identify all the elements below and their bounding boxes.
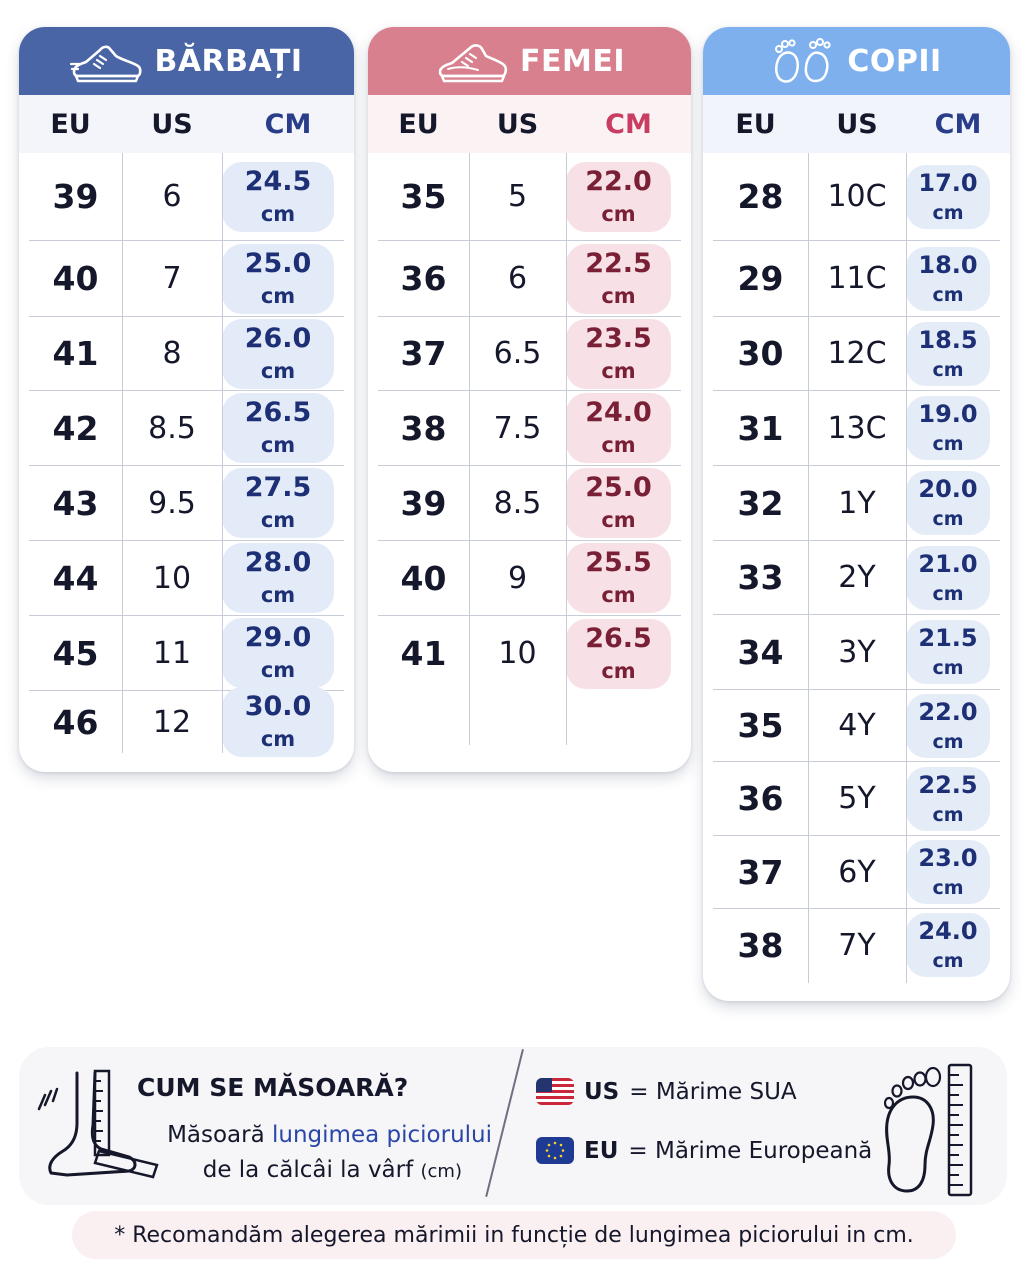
eu-column-header: EU <box>398 108 439 140</box>
cm-size-cell <box>222 468 334 538</box>
line1-text: Măsoară <box>167 1122 273 1148</box>
table-row <box>378 541 681 616</box>
how-to-measure-line2 <box>152 1157 462 1183</box>
us-size-cell: 1Y <box>838 485 876 521</box>
table-row <box>713 690 1000 762</box>
women-header <box>368 27 691 95</box>
eu-size-cell: 39 <box>400 483 447 523</box>
cm-value: 27.5 <box>244 472 312 503</box>
kids-column-headers <box>703 95 1010 153</box>
cm-size-cell <box>566 319 671 389</box>
cm-value: 29.0 <box>244 622 312 653</box>
eu-size-cell: 34 <box>737 632 784 672</box>
cm-size-cell <box>222 319 334 389</box>
us-size-cell: 5Y <box>838 781 876 816</box>
eu-size-cell: 44 <box>52 558 99 598</box>
men-size-table <box>19 153 354 753</box>
eu-size-cell: 46 <box>52 702 99 742</box>
men-size-card <box>19 27 354 772</box>
cm-value-pill <box>566 619 671 689</box>
cm-size-cell <box>906 546 990 610</box>
cm-size-cell <box>906 840 990 904</box>
us-size-cell: 4Y <box>838 708 876 743</box>
table-row <box>29 616 344 691</box>
cm-value-pill <box>906 247 990 311</box>
us-size-cell: 9.5 <box>148 485 196 521</box>
cm-unit: cm <box>601 201 636 226</box>
cm-column-header: CM <box>264 108 312 140</box>
cm-unit: cm <box>601 658 636 683</box>
eu-size-cell: 36 <box>400 259 447 298</box>
us-size-cell: 10C <box>827 179 887 214</box>
eu-column-header: EU <box>50 108 91 140</box>
cm-unit: cm <box>932 358 964 381</box>
us-size-cell: 11C <box>827 261 887 296</box>
table-row <box>378 317 681 391</box>
cm-value-pill <box>222 393 334 463</box>
column-divider <box>566 153 567 745</box>
kids-title: COPII <box>847 43 942 79</box>
table-row <box>29 317 344 391</box>
table-row <box>713 391 1000 466</box>
us-flag-icon <box>536 1078 574 1105</box>
cm-unit: cm <box>601 433 636 457</box>
eu-size-cell: 35 <box>400 177 447 216</box>
eu-size-cell: 32 <box>737 483 784 523</box>
eu-size-cell: 43 <box>52 483 99 523</box>
cm-value-pill <box>566 319 671 389</box>
cm-unit: cm <box>260 201 296 226</box>
men-header <box>19 27 354 95</box>
cm-unit: cm <box>601 283 636 308</box>
table-row <box>378 391 681 466</box>
us-size-cell: 8.5 <box>493 485 542 521</box>
line1-highlight: lungimea piciorului <box>272 1122 492 1148</box>
cm-column-header: CM <box>605 108 652 140</box>
us-column-header: US <box>151 108 193 140</box>
cm-value-pill <box>222 468 334 538</box>
us-size-cell: 8 <box>162 336 182 371</box>
cm-unit: cm <box>260 358 296 383</box>
cm-value: 30.0 <box>244 691 312 722</box>
cm-size-cell <box>566 543 671 613</box>
cm-value-pill <box>222 162 334 232</box>
cm-value: 23.5 <box>585 322 652 354</box>
cm-unit: cm <box>932 730 964 753</box>
us-size-cell: 6.5 <box>493 336 542 371</box>
cm-unit: cm <box>260 658 296 682</box>
cm-size-cell <box>222 162 334 232</box>
eu-flag-icon <box>536 1137 574 1164</box>
cm-value-pill <box>906 322 990 386</box>
cm-value: 22.0 <box>918 697 978 726</box>
eu-size-cell: 36 <box>737 779 784 818</box>
eu-size-cell: 41 <box>52 334 99 373</box>
table-row <box>378 616 681 691</box>
cm-value-pill <box>222 618 334 688</box>
women-title: FEMEI <box>520 43 625 79</box>
cm-value: 24.5 <box>244 165 312 197</box>
cm-column-header: CM <box>934 108 982 140</box>
eu-size-cell: 38 <box>737 925 784 965</box>
cm-value: 23.0 <box>918 844 978 872</box>
us-size-cell: 9 <box>507 560 528 596</box>
sneaker-icon <box>70 36 144 86</box>
men-column-headers <box>19 95 354 153</box>
line2-unit: (cm) <box>420 1161 462 1182</box>
cm-value-pill <box>906 396 990 460</box>
cm-size-cell <box>906 620 990 684</box>
cm-value: 25.0 <box>585 472 652 503</box>
cm-size-cell <box>222 393 334 463</box>
cm-size-cell <box>566 619 671 689</box>
table-row <box>29 391 344 466</box>
cm-size-cell <box>906 322 990 386</box>
table-row <box>29 541 344 616</box>
cm-size-cell <box>222 543 334 613</box>
cm-value-pill <box>906 620 990 684</box>
cm-unit: cm <box>932 283 964 306</box>
cm-value-pill <box>566 162 671 232</box>
cm-unit: cm <box>260 433 296 457</box>
us-size-cell: 5 <box>507 179 528 214</box>
cm-unit: cm <box>932 201 964 224</box>
footprint-ruler-icon <box>879 1061 979 1197</box>
us-size-cell: 10 <box>152 560 192 596</box>
eu-code: EU <box>584 1137 619 1164</box>
table-row <box>713 909 1000 981</box>
cm-size-cell <box>906 471 990 535</box>
column-divider <box>808 153 809 983</box>
cm-value: 20.0 <box>918 475 978 503</box>
kids-size-table <box>703 153 1010 981</box>
cm-value-pill <box>222 543 334 613</box>
table-row <box>713 153 1000 241</box>
cm-value: 21.0 <box>918 549 978 578</box>
cm-value: 19.0 <box>918 400 978 428</box>
eu-size-cell: 37 <box>400 334 447 373</box>
us-size-cell: 11 <box>152 635 192 671</box>
cm-unit: cm <box>932 657 964 679</box>
eu-size-cell: 35 <box>737 706 784 745</box>
us-description: = Mărime SUA <box>629 1078 797 1105</box>
cm-value: 25.0 <box>244 247 312 279</box>
cm-unit: cm <box>260 727 296 751</box>
us-size-cell: 7Y <box>838 927 876 963</box>
eu-size-cell: 38 <box>400 408 447 448</box>
column-divider <box>122 153 123 753</box>
men-title: BĂRBAȚI <box>154 43 303 79</box>
cm-value-pill <box>906 913 990 977</box>
eu-size-cell: 42 <box>52 408 99 448</box>
table-row <box>378 241 681 317</box>
cm-size-cell <box>906 165 990 229</box>
cm-unit: cm <box>260 583 296 607</box>
us-size-cell: 13C <box>827 410 887 446</box>
cm-value: 28.0 <box>244 547 312 578</box>
cm-unit: cm <box>601 583 636 607</box>
eu-size-cell: 29 <box>737 259 784 298</box>
table-row <box>713 317 1000 391</box>
cm-value-pill <box>222 244 334 314</box>
table-row <box>378 466 681 541</box>
us-size-cell: 2Y <box>838 560 876 595</box>
column-divider <box>906 153 907 983</box>
eu-size-cell: 40 <box>52 259 99 298</box>
kids-size-card <box>703 27 1010 1001</box>
cm-size-cell <box>222 618 334 688</box>
eu-size-cell: 41 <box>400 634 447 673</box>
cm-size-cell <box>222 687 334 757</box>
us-size-cell: 6 <box>162 179 182 214</box>
cm-unit: cm <box>932 803 964 826</box>
cm-value-pill <box>906 471 990 535</box>
cm-value-pill <box>566 468 671 538</box>
cm-value: 18.5 <box>918 325 978 354</box>
cm-value-pill <box>906 840 990 904</box>
cm-value: 24.0 <box>918 917 978 945</box>
cm-unit: cm <box>260 283 296 308</box>
us-size-cell: 6Y <box>838 854 876 890</box>
legend-us <box>536 1078 797 1105</box>
cm-value: 22.5 <box>918 770 978 799</box>
kids-header <box>703 27 1010 95</box>
cm-unit: cm <box>932 433 964 455</box>
cm-unit: cm <box>932 508 964 530</box>
cm-value: 17.0 <box>918 168 978 197</box>
cm-size-cell <box>566 468 671 538</box>
cm-value: 21.5 <box>918 624 978 652</box>
cm-value-pill <box>566 543 671 613</box>
eu-size-cell: 37 <box>737 852 784 892</box>
cm-value-pill <box>222 687 334 757</box>
cm-value-pill <box>222 319 334 389</box>
cm-unit: cm <box>932 950 964 972</box>
baby-feet-icon <box>771 35 837 87</box>
eu-size-cell: 30 <box>737 334 784 373</box>
women-column-headers <box>368 95 691 153</box>
cm-size-cell <box>566 244 671 314</box>
cm-size-cell <box>906 396 990 460</box>
us-size-cell: 12 <box>152 704 192 740</box>
cm-size-cell <box>906 694 990 758</box>
cm-unit: cm <box>260 508 296 532</box>
cm-value: 26.5 <box>244 397 312 428</box>
column-divider <box>222 153 223 753</box>
cm-unit: cm <box>932 582 964 605</box>
us-code: US <box>584 1078 620 1105</box>
recommendation-note: * Recomandăm alegerea mărimii in funcție de lungimea piciorului in cm. <box>72 1211 956 1259</box>
sneaker-icon <box>434 36 510 86</box>
women-size-card <box>368 27 691 772</box>
cm-size-cell <box>222 244 334 314</box>
us-size-cell: 10 <box>498 636 537 671</box>
cm-value-pill <box>566 393 671 463</box>
cm-value: 26.0 <box>244 322 312 354</box>
eu-description: = Mărime Europeană <box>628 1137 873 1164</box>
us-column-header: US <box>496 108 539 140</box>
table-row <box>713 541 1000 615</box>
table-row <box>378 153 681 241</box>
cm-size-cell <box>906 913 990 977</box>
us-column-header: US <box>836 108 878 140</box>
eu-size-cell: 28 <box>737 177 784 216</box>
eu-size-cell: 39 <box>52 177 99 216</box>
eu-size-cell: 31 <box>737 408 784 448</box>
us-size-cell: 12C <box>827 336 887 371</box>
cm-value-pill <box>906 546 990 610</box>
us-size-cell: 8.5 <box>148 410 196 446</box>
table-row <box>713 836 1000 909</box>
cm-size-cell <box>906 767 990 831</box>
cm-value: 22.5 <box>585 247 652 279</box>
eu-size-cell: 33 <box>737 558 784 597</box>
column-divider <box>469 153 470 745</box>
cm-size-cell <box>566 393 671 463</box>
eu-column-header: EU <box>735 108 776 140</box>
table-row <box>713 615 1000 690</box>
cm-unit: cm <box>932 877 964 899</box>
us-size-cell: 6 <box>507 261 528 296</box>
table-row <box>29 241 344 317</box>
eu-size-cell: 45 <box>52 633 99 673</box>
table-row <box>713 466 1000 541</box>
cm-value: 25.5 <box>585 547 652 578</box>
us-size-cell: 3Y <box>838 634 876 670</box>
table-row <box>29 691 344 753</box>
women-size-table <box>368 153 691 691</box>
eu-size-cell: 40 <box>400 558 447 598</box>
table-row <box>713 762 1000 836</box>
cm-value: 18.0 <box>918 250 978 279</box>
cm-value: 22.0 <box>585 165 652 197</box>
cm-value-pill <box>906 694 990 758</box>
table-row <box>29 466 344 541</box>
cm-unit: cm <box>601 508 636 532</box>
cm-size-cell <box>906 247 990 311</box>
table-row <box>713 241 1000 317</box>
how-to-measure-title: CUM SE MĂSOARĂ? <box>137 1073 409 1102</box>
cm-value: 26.5 <box>585 622 652 654</box>
how-to-measure-line1 <box>152 1122 492 1148</box>
legend-eu <box>536 1137 872 1164</box>
cm-value-pill <box>906 767 990 831</box>
cm-value: 24.0 <box>585 397 652 428</box>
cm-value-pill <box>566 244 671 314</box>
cm-value-pill <box>906 165 990 229</box>
cm-unit: cm <box>601 358 636 383</box>
table-row <box>29 153 344 241</box>
us-size-cell: 7.5 <box>493 410 542 446</box>
us-size-cell: 7 <box>162 261 182 296</box>
cm-size-cell <box>566 162 671 232</box>
line2-text: de la călcâi la vârf <box>202 1157 421 1183</box>
